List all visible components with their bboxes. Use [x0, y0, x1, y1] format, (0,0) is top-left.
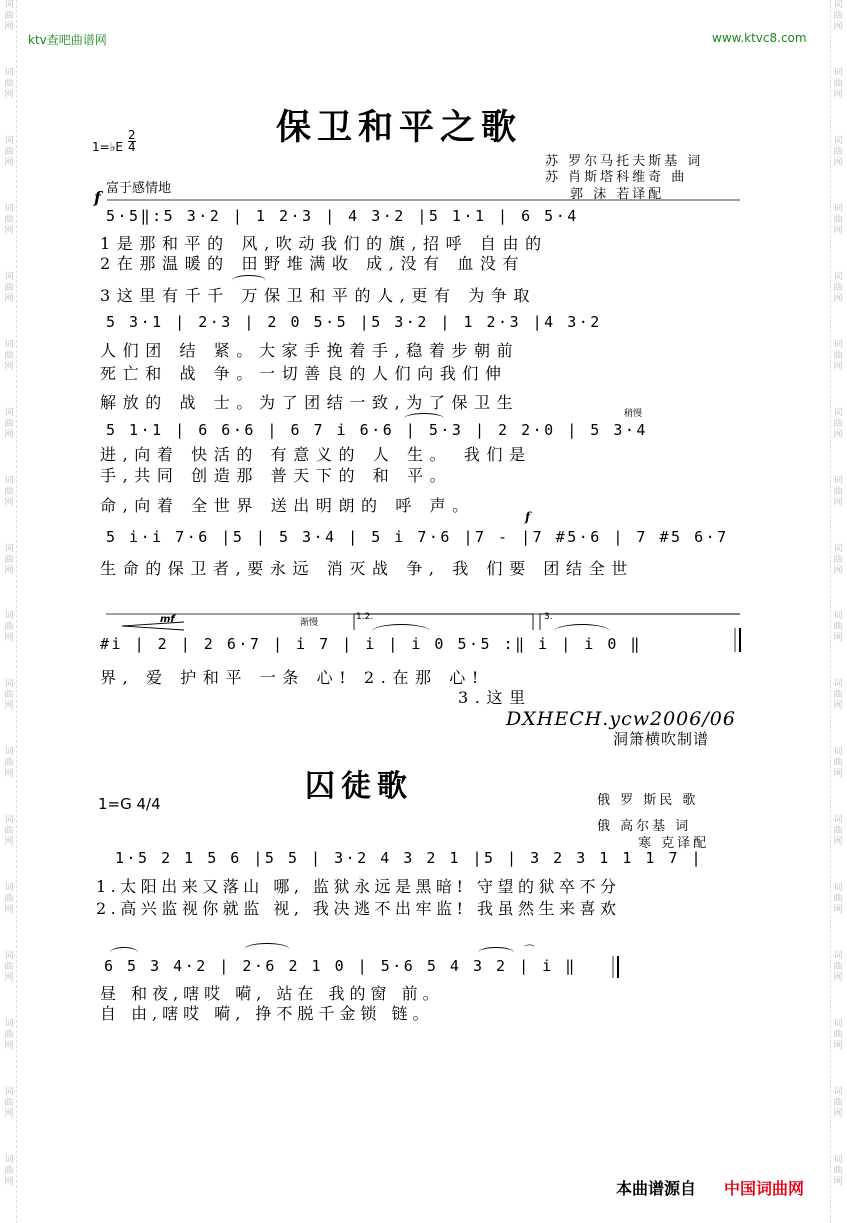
- watermark-char: 词: [833, 271, 843, 282]
- watermark-char: 网: [4, 565, 14, 576]
- watermark-char: 曲: [4, 78, 14, 89]
- watermark-char: 词: [833, 815, 843, 826]
- song1-row5-mark: 渐慢: [300, 618, 319, 628]
- watermark-char: 曲: [833, 78, 843, 89]
- watermark-char: 曲: [4, 1098, 14, 1108]
- song1-title: 保卫和平之歌: [276, 107, 523, 148]
- watermark-char: 词: [833, 1019, 843, 1030]
- watermark-char: 词: [4, 0, 14, 10]
- watermark-char: 词: [833, 0, 843, 10]
- watermark-char: 曲: [4, 554, 14, 565]
- watermark-char: 曲: [833, 1098, 843, 1108]
- watermark-char: 词: [4, 951, 14, 962]
- watermark-char: 曲: [4, 622, 14, 633]
- watermark-char: 网: [833, 837, 843, 848]
- song2-row1-notation: 1·5 2 1 5 6 |5 5 | 3·2 4 3 2 1 |5 | 3 2 3 1 1 1 7 |: [115, 849, 704, 867]
- song2-title: 囚徒歌: [305, 769, 413, 804]
- watermark-char: 网: [4, 225, 14, 236]
- watermark-char: 曲: [833, 350, 843, 361]
- watermark-char: 词: [833, 747, 843, 758]
- watermark-char: 词: [833, 339, 843, 350]
- watermark-char: 曲: [833, 554, 843, 565]
- song2-lyricist-credit: 俄 高尔基 词: [597, 819, 692, 834]
- watermark-char: 曲: [833, 622, 843, 633]
- watermark-char: 词: [833, 1087, 843, 1097]
- song2-key: 1=G 4/4: [98, 795, 161, 813]
- song1-row5-lyric-1: 界, 爱 护和平 一条 心! 2.在那 心!: [100, 668, 485, 687]
- song1-lyricist-credit: 苏 罗尔马托夫斯基 词: [545, 154, 704, 169]
- watermark-char: 词: [833, 1154, 843, 1165]
- volta-2-label: 3.: [544, 612, 553, 622]
- song1-row2-lyric-1: 人们团 结 紧。大家手挽着手,稳着步朝前: [100, 341, 520, 360]
- watermark-char: 词: [833, 611, 843, 622]
- watermark-char: 网: [833, 973, 843, 984]
- watermark-char: 网: [833, 565, 843, 576]
- watermark-char: 曲: [833, 282, 843, 293]
- watermark-char: 曲: [4, 1030, 14, 1041]
- song1-row1-lyric-3: 3这里有千千 万保卫和平的人,更有 为争取: [100, 286, 537, 305]
- fermata-icon: ⌒: [524, 944, 535, 957]
- song1-composer-credit: 苏 肖斯塔科维奇 曲: [545, 170, 688, 185]
- watermark-char: 网: [4, 361, 14, 372]
- song2-row2-lyric-1: 昼 和夜,嗐哎 嗬, 站在 我的窗 前。: [100, 984, 444, 1003]
- watermark-char: 词: [833, 203, 843, 214]
- watermark-char: 曲: [833, 214, 843, 225]
- song1-row4-notation: 5 i·i 7·6 |5 | 5 3·4 | 5 i 7·6 |7 - |7 #5·6 | 7 #5 6·7: [106, 528, 729, 546]
- watermark-char: 网: [4, 633, 14, 644]
- watermark-char: 词: [4, 1154, 14, 1165]
- watermark-char: 词: [4, 203, 14, 214]
- watermark-char: 词: [4, 679, 14, 690]
- watermark-char: 词: [4, 339, 14, 350]
- watermark-char: 词: [833, 679, 843, 690]
- song1-row3-notation: 5 1·1 | 6 6·6 | 6 7 i 6·6 | 5·3 | 2 2·0 | 5 3·4: [106, 421, 648, 439]
- volta-1-label: 1.2.: [356, 612, 374, 622]
- arranger-signature: DXHECH.ycw2006/06: [506, 708, 736, 730]
- watermark-char: 网: [4, 157, 14, 168]
- watermark-char: 曲: [833, 1030, 843, 1041]
- watermark-char: 词: [4, 1087, 14, 1097]
- song2-row1-lyric-2: 2.高兴监视你就监 视, 我决逃不出牢监! 我虽然生来喜欢: [96, 899, 621, 918]
- header-site-url[interactable]: www.ktvc8.com: [712, 31, 807, 45]
- song1-row3-lyric-2: 手,共同 创造那 普天下的 和 平。: [100, 466, 453, 485]
- song1-tempo: 富于感情地: [106, 181, 172, 196]
- watermark-char: 曲: [833, 146, 843, 157]
- watermark-char: 词: [833, 407, 843, 418]
- watermark-char: 曲: [833, 758, 843, 769]
- song1-row1-lyric-1: 1是那和平的 风,吹动我们的旗,招呼 自由的: [100, 234, 548, 253]
- watermark-char: 词: [4, 815, 14, 826]
- watermark-char: 网: [833, 769, 843, 780]
- song1-row1-lyric-2: 2在那温暖的 田野堆满收 成,没有 血没有: [100, 254, 526, 273]
- song1-row4-lyric-1: 生命的保卫者,要永远 消灭战 争, 我 们要 团结全世: [100, 559, 634, 578]
- watermark-char: 网: [833, 361, 843, 372]
- watermark-char: 曲: [4, 146, 14, 157]
- song2-origin-credit: 俄 罗 斯民 歌: [597, 793, 699, 808]
- watermark-char: 网: [4, 1109, 14, 1119]
- watermark-char: 词: [4, 407, 14, 418]
- watermark-char: 词: [833, 543, 843, 554]
- song1-row4-dynamic: f: [525, 510, 531, 524]
- watermark-char: 网: [4, 1041, 14, 1052]
- watermark-char: 网: [4, 1176, 14, 1187]
- watermark-char: 词: [4, 135, 14, 146]
- watermark-char: 曲: [4, 690, 14, 701]
- watermark-char: 曲: [833, 690, 843, 701]
- watermark-char: 曲: [4, 11, 14, 21]
- watermark-char: 网: [833, 429, 843, 440]
- song1-row5-notation: #i | 2 | 2 6·7 | i 7 | i | i 0 5·5 :‖ i | i 0 ‖: [100, 635, 642, 653]
- watermark-char: 词: [4, 747, 14, 758]
- watermark-char: 网: [833, 22, 843, 32]
- watermark-char: 网: [833, 497, 843, 508]
- song1-row3-lyric-3: 命,向着 全世界 送出明朗的 呼 声。: [100, 496, 475, 515]
- watermark-char: 曲: [4, 214, 14, 225]
- song1-dynamic-f: f: [94, 188, 101, 207]
- watermark-char: 网: [833, 293, 843, 304]
- watermark-char: 网: [4, 293, 14, 304]
- watermark-char: 词: [4, 271, 14, 282]
- watermark-char: 词: [833, 951, 843, 962]
- watermark-char: 曲: [4, 758, 14, 769]
- watermark-char: 曲: [833, 962, 843, 973]
- watermark-char: 词: [4, 543, 14, 554]
- song1-translator-credit: 郭 沫 若译配: [570, 187, 665, 202]
- watermark-char: 网: [833, 89, 843, 100]
- watermark-char: 网: [833, 1109, 843, 1119]
- song2-translator-credit: 寒 克译配: [638, 836, 710, 851]
- watermark-char: 曲: [4, 350, 14, 361]
- watermark-char: 曲: [833, 894, 843, 905]
- watermark-char: 词: [4, 1019, 14, 1030]
- watermark-char: 网: [833, 157, 843, 168]
- watermark-char: 网: [4, 429, 14, 440]
- watermark-char: 网: [4, 22, 14, 32]
- song1-row2-lyric-3: 解放的 战 士。为了团结一致,为了保卫生: [100, 393, 520, 412]
- watermark-char: 网: [833, 701, 843, 712]
- song2-row2-notation: 6 5 3 4·2 | 2·6 2 1 0 | 5·6 5 4 3 2 | i ‖: [104, 957, 577, 975]
- watermark-char: 网: [4, 89, 14, 100]
- watermark-char: 词: [833, 883, 843, 894]
- song1-row2-notation: 5 3·1 | 2·3 | 2 0 5·5 |5 3·2 | 1 2·3 |4 3·2: [106, 313, 602, 331]
- song1-meter: 2 4: [128, 128, 136, 154]
- song1-row5-dynamic: mf: [160, 614, 175, 625]
- watermark-char: 词: [4, 611, 14, 622]
- watermark-char: 曲: [833, 418, 843, 429]
- arranger-credit: 洞箫横吹制谱: [613, 730, 710, 748]
- song1-key: 1=♭E: [92, 140, 123, 154]
- watermark-char: 网: [4, 769, 14, 780]
- watermark-char: 网: [833, 1176, 843, 1187]
- watermark-char: 词: [4, 475, 14, 486]
- watermark-char: 网: [833, 1041, 843, 1052]
- song1-row5-lyric-2: 3.这里: [458, 688, 532, 707]
- watermark-char: 词: [4, 67, 14, 78]
- watermark-char: 网: [833, 633, 843, 644]
- watermark-char: 曲: [833, 826, 843, 837]
- watermark-char: 网: [4, 973, 14, 984]
- watermark-char: 曲: [4, 1165, 14, 1176]
- watermark-char: 网: [4, 497, 14, 508]
- song2-row2-lyric-2: 自 由,嗐哎 嗬, 挣不脱千金锁 链。: [100, 1004, 434, 1023]
- watermark-char: 网: [4, 837, 14, 848]
- watermark-char: 网: [833, 225, 843, 236]
- watermark-char: 曲: [833, 11, 843, 21]
- watermark-char: 词: [4, 883, 14, 894]
- watermark-char: 曲: [833, 1165, 843, 1176]
- song1-row1-notation: 5·5‖:5 3·2 | 1 2·3 | 4 3·2 |5 1·1 | 6 5·4: [106, 207, 579, 225]
- watermark-char: 网: [4, 905, 14, 916]
- watermark-char: 曲: [4, 962, 14, 973]
- footer-source-label: 本曲谱源自: [616, 1179, 697, 1198]
- watermark-char: 词: [833, 67, 843, 78]
- watermark-char: 曲: [4, 486, 14, 497]
- watermark-char: 曲: [4, 826, 14, 837]
- song1-row3-lyric-1: 进,向着 快活的 有意义的 人 生。 我们是: [100, 445, 532, 464]
- watermark-char: 网: [833, 905, 843, 916]
- footer-site-link[interactable]: 中国词曲网: [724, 1179, 805, 1198]
- song1-row2-lyric-2: 死亡和 战 争。一切善良的人们向我们伸: [100, 364, 508, 383]
- watermark-char: 曲: [4, 894, 14, 905]
- watermark-char: 曲: [833, 486, 843, 497]
- watermark-char: 曲: [4, 282, 14, 293]
- watermark-char: 词: [833, 475, 843, 486]
- song1-row3-mark: 稍慢: [624, 409, 643, 419]
- song2-row1-lyric-1: 1.太阳出来又落山 哪, 监狱永远是黑暗! 守望的狱卒不分: [96, 877, 621, 896]
- watermark-char: 曲: [4, 418, 14, 429]
- header-site-name[interactable]: ktv查吧曲谱网: [28, 33, 107, 47]
- watermark-char: 词: [833, 135, 843, 146]
- watermark-char: 网: [4, 701, 14, 712]
